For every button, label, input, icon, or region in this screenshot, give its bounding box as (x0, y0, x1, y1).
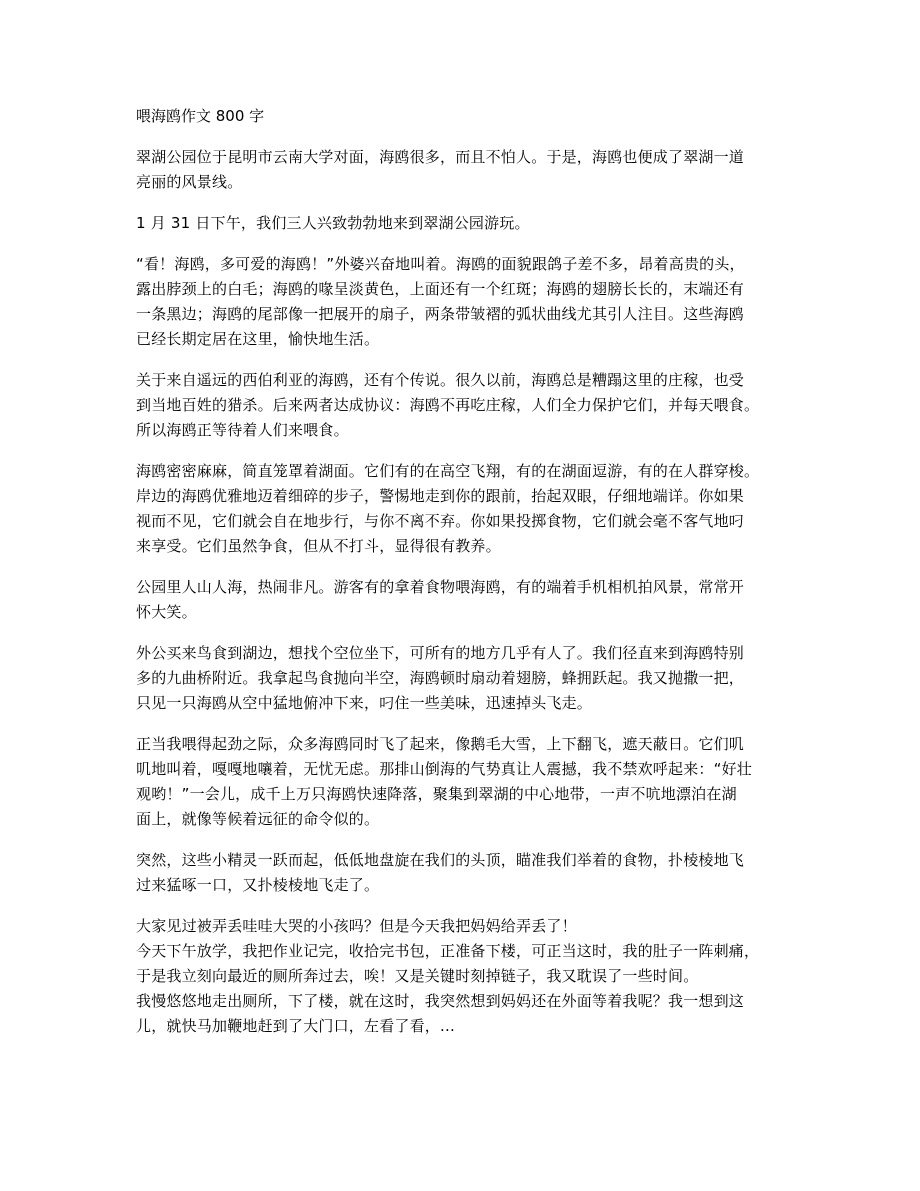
paragraph-line: 怀大笑。 (136, 603, 197, 621)
paragraph-line: 过来猛啄一口，又扑棱棱地飞走了。 (136, 876, 380, 894)
paragraph-line: 1 月 31 日下午，我们三人兴致勃勃地来到翠湖公园游玩。 (136, 214, 530, 232)
paragraph (136, 575, 786, 625)
paragraph-line: 来享受。它们虽然争食，但从不打斗，显得很有教养。 (136, 537, 501, 555)
paragraph-line: 公园里人山人海，热闹非凡。游客有的拿着食物喂海鸥，有的端着手机相机拍风景，常常开 (136, 578, 745, 596)
paragraph-line: 到当地百姓的猎杀。后来两者达成协议：海鸥不再吃庄稼，人们全力保护它们，并每天喂食。 (136, 396, 760, 414)
paragraph-line: 一条黑边；海鸥的尾部像一把展开的扇子，两条带皱褶的弧状曲线尤其引人注目。这些海鸥 (136, 305, 745, 323)
paragraph (136, 145, 786, 195)
paragraph-line: 观哟！”一会儿，成千上万只海鸥快速降落，聚集到翠湖的中心地带，一声不吭地漂泊在湖 (136, 785, 737, 803)
paragraph-line: 翠湖公园位于昆明市云南大学对面，海鸥很多，而且不怕人。于是，海鸥也便成了翠湖一道 (136, 148, 745, 166)
paragraph-line: 海鸥密密麻麻，简直笼罩着湖面。它们有的在高空飞翔，有的在湖面逗游，有的在人群穿梭。 (136, 462, 760, 480)
paragraph-line: 于是我立刻向最近的厕所奔过去，唉！又是关键时刻掉链子，我又耽误了一些时间。 (136, 967, 699, 985)
paragraph (136, 252, 786, 352)
paragraph-line: “看！海鸥，多可爱的海鸥！”外婆兴奋地叫着。海鸥的面貌跟鸽子差不多，昂着高贵的头， (136, 255, 745, 273)
paragraph-line: 外公买来鸟食到湖边，想找个空位坐下，可所有的地方几乎有人了。我们径直来到海鸥特别 (136, 644, 745, 662)
paragraph-line: 叽地叫着，嘎嘎地嚷着，无忧无虑。那排山倒海的气势真让人震撼，我不禁欢呼起来：“好壮 (136, 760, 752, 778)
paragraph-line: 亮丽的风景线。 (136, 173, 243, 191)
paragraph (136, 914, 786, 1039)
paragraph-line: 所以海鸥正等待着人们来喂食。 (136, 421, 349, 439)
paragraph-line: 正当我喂得起劲之际，众多海鸥同时飞了起来，像鹅毛大雪，上下翻飞，遮天蔽日。它们叽 (136, 735, 745, 753)
paragraph-line: 突然，这些小精灵一跃而起，低低地盘旋在我们的头顶，瞄准我们举着的食物，扑棱棱地飞 (136, 851, 745, 869)
document-title: 喂海鸥作文 800 字 (136, 107, 265, 125)
paragraph-line: 关于来自遥远的西伯利亚的海鸥，还有个传说。很久以前，海鸥总是糟蹋这里的庄稼，也受 (136, 371, 745, 389)
document-page (136, 104, 786, 1055)
paragraph (136, 368, 786, 443)
paragraph-line: 儿，就快马加鞭地赶到了大门口，左看了看，... (136, 1017, 455, 1035)
paragraph (136, 211, 786, 236)
paragraph (136, 641, 786, 716)
paragraph-line: 大家见过被弄丢哇哇大哭的小孩吗？但是今天我把妈妈给弄丢了！ (136, 917, 577, 935)
paragraph-line: 视而不见，它们就会自在地步行，与你不离不弃。你如果投掷食物，它们就会毫不客气地叼 (136, 512, 745, 530)
paragraph (136, 848, 786, 898)
paragraph-line: 岸边的海鸥优雅地迈着细碎的步子，警惕地走到你的跟前，抬起双眼，仔细地端详。你如果 (136, 487, 745, 505)
paragraph-line: 多的九曲桥附近。我拿起鸟食抛向半空，海鸥顿时扇动着翅膀，蜂拥跃起。我又抛撒一把， (136, 669, 745, 687)
paragraph-line: 今天下午放学，我把作业记完，收拾完书包，正准备下楼，可正当这时，我的肚子一阵刺痛， (136, 942, 760, 960)
paragraph-line: 露出脖颈上的白毛；海鸥的喙呈淡黄色，上面还有一个红斑；海鸥的翅膀长长的，末端还有 (136, 280, 745, 298)
document-body (136, 145, 786, 1039)
paragraph-line: 我慢悠悠地走出厕所，下了楼，就在这时，我突然想到妈妈还在外面等着我呢？我一想到这 (136, 992, 745, 1010)
paragraph (136, 732, 786, 832)
paragraph-line: 面上，就像等候着远征的命令似的。 (136, 810, 380, 828)
paragraph-line: 已经长期定居在这里，愉快地生活。 (136, 330, 380, 348)
paragraph (136, 459, 786, 559)
paragraph-line: 只见一只海鸥从空中猛地俯冲下来，叼住一些美味，迅速掉头飞走。 (136, 694, 593, 712)
